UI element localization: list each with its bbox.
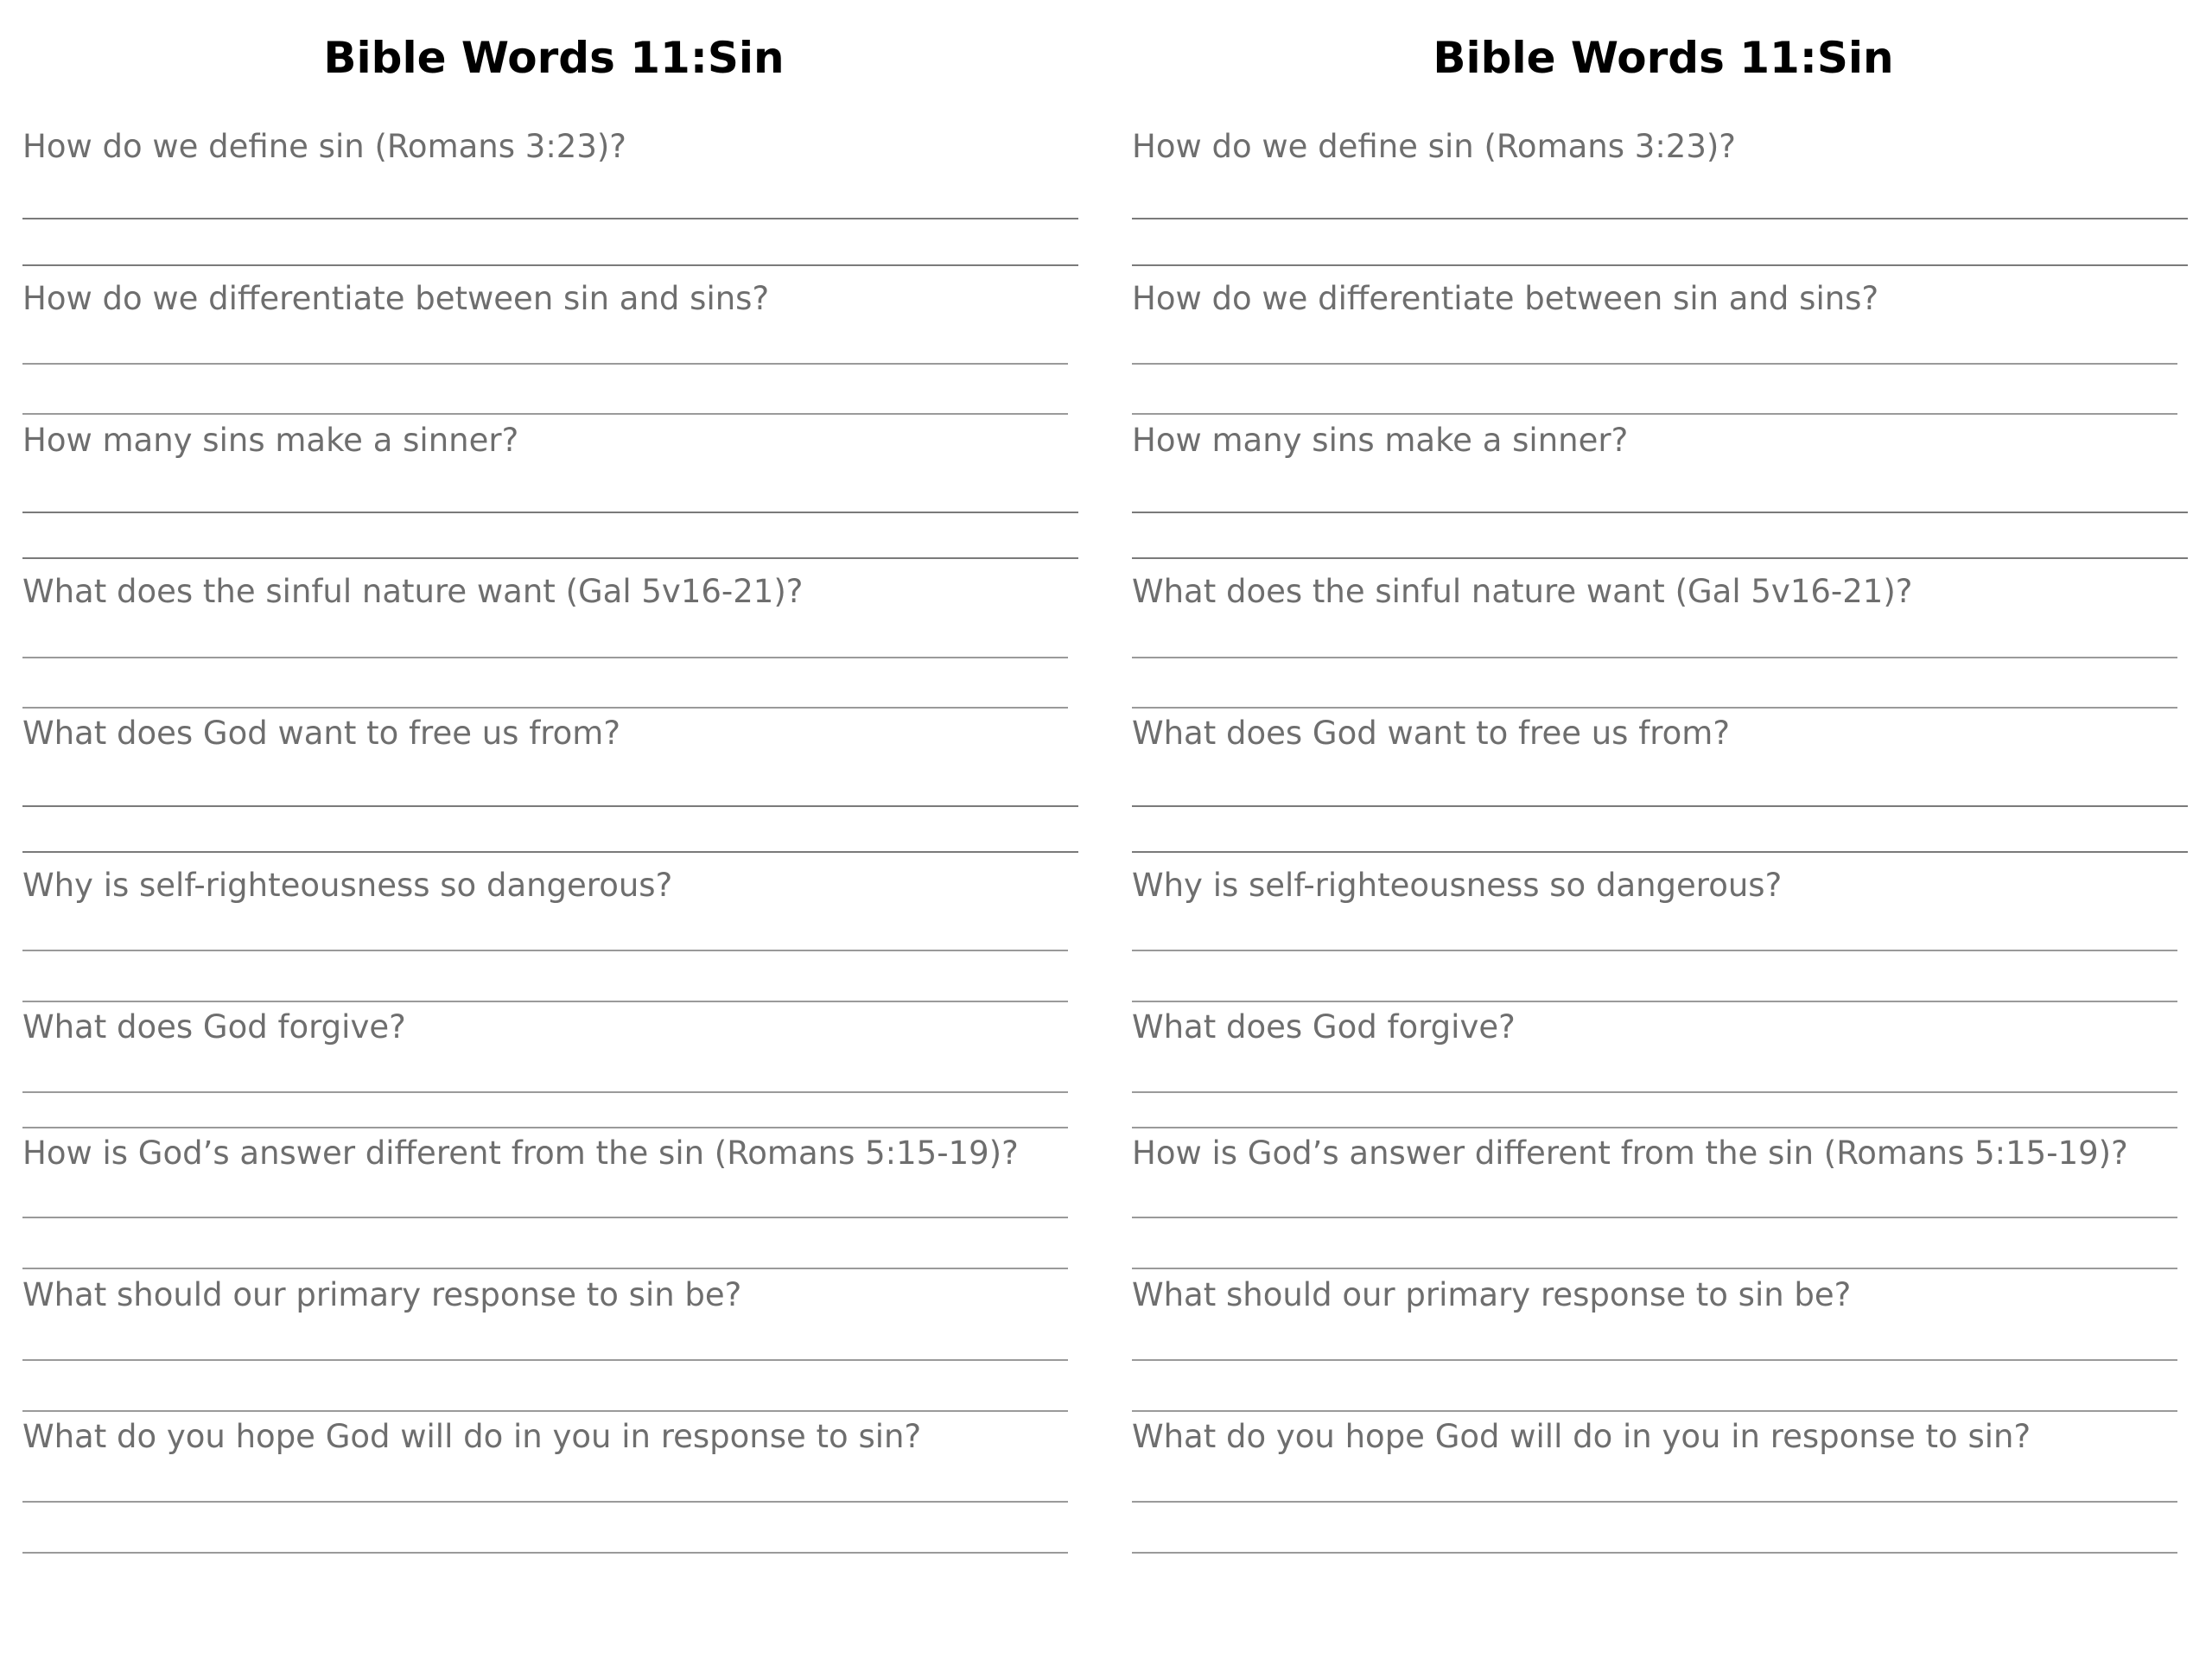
question-3: How many sins make a sinner? bbox=[22, 422, 519, 459]
question-2: How do we differentiate between sin and sins? bbox=[1132, 280, 1879, 317]
question-5: What does God want to free us from? bbox=[22, 715, 620, 752]
question-2: How do we differentiate between sin and sins? bbox=[22, 280, 770, 317]
answer-line[interactable] bbox=[1132, 1127, 2177, 1128]
answer-line[interactable] bbox=[1132, 1501, 2177, 1503]
worksheet-left bbox=[22, 0, 1085, 1659]
answer-line[interactable] bbox=[1132, 805, 2188, 807]
answer-line[interactable] bbox=[1132, 363, 2177, 365]
question-1: How do we define sin (Romans 3:23)? bbox=[1132, 128, 1736, 165]
question-9: What should our primary response to sin be? bbox=[1132, 1276, 1852, 1313]
answer-line[interactable] bbox=[22, 363, 1068, 365]
answer-line[interactable] bbox=[22, 413, 1068, 415]
answer-line[interactable] bbox=[1132, 1217, 2177, 1218]
answer-line[interactable] bbox=[1132, 1359, 2177, 1361]
answer-line[interactable] bbox=[22, 1091, 1068, 1093]
answer-line[interactable] bbox=[1132, 1268, 2177, 1269]
question-7: What does God forgive? bbox=[1132, 1008, 1516, 1046]
answer-line[interactable] bbox=[1132, 851, 2188, 853]
answer-line[interactable] bbox=[1132, 1552, 2177, 1554]
answer-line[interactable] bbox=[1132, 512, 2188, 513]
answer-line[interactable] bbox=[1132, 950, 2177, 951]
answer-line[interactable] bbox=[22, 218, 1078, 219]
answer-line[interactable] bbox=[22, 1217, 1068, 1218]
answer-line[interactable] bbox=[1132, 557, 2188, 559]
question-6: Why is self-righteousness so dangerous? bbox=[22, 867, 673, 904]
answer-line[interactable] bbox=[22, 950, 1068, 951]
worksheet-title: Bible Words 11:Sin bbox=[1433, 33, 1894, 83]
answer-line[interactable] bbox=[22, 851, 1078, 853]
worksheet-right bbox=[1132, 0, 2195, 1659]
answer-line[interactable] bbox=[1132, 707, 2177, 709]
answer-line[interactable] bbox=[22, 657, 1068, 658]
question-6: Why is self-righteousness so dangerous? bbox=[1132, 867, 1783, 904]
answer-line[interactable] bbox=[1132, 264, 2188, 266]
question-3: How many sins make a sinner? bbox=[1132, 422, 1629, 459]
answer-line[interactable] bbox=[1132, 218, 2188, 219]
answer-line[interactable] bbox=[22, 1501, 1068, 1503]
answer-line[interactable] bbox=[22, 264, 1078, 266]
question-8: How is God’s answer different from the sin (Romans 5:15-19)? bbox=[1132, 1135, 2128, 1172]
answer-line[interactable] bbox=[22, 1552, 1068, 1554]
question-4: What does the sinful nature want (Gal 5v16-21)? bbox=[1132, 573, 1913, 610]
answer-line[interactable] bbox=[22, 1127, 1068, 1128]
answer-line[interactable] bbox=[1132, 1410, 2177, 1412]
question-8: How is God’s answer different from the sin (Romans 5:15-19)? bbox=[22, 1135, 1019, 1172]
answer-line[interactable] bbox=[22, 1410, 1068, 1412]
question-10: What do you hope God will do in you in response to sin? bbox=[1132, 1418, 2031, 1455]
answer-line[interactable] bbox=[22, 1268, 1068, 1269]
answer-line[interactable] bbox=[1132, 1001, 2177, 1002]
answer-line[interactable] bbox=[22, 805, 1078, 807]
answer-line[interactable] bbox=[1132, 657, 2177, 658]
answer-line[interactable] bbox=[22, 707, 1068, 709]
answer-line[interactable] bbox=[22, 557, 1078, 559]
answer-line[interactable] bbox=[22, 512, 1078, 513]
question-10: What do you hope God will do in you in response to sin? bbox=[22, 1418, 922, 1455]
answer-line[interactable] bbox=[1132, 1091, 2177, 1093]
answer-line[interactable] bbox=[1132, 413, 2177, 415]
question-5: What does God want to free us from? bbox=[1132, 715, 1730, 752]
answer-line[interactable] bbox=[22, 1359, 1068, 1361]
question-1: How do we define sin (Romans 3:23)? bbox=[22, 128, 626, 165]
question-4: What does the sinful nature want (Gal 5v16-21)? bbox=[22, 573, 804, 610]
question-7: What does God forgive? bbox=[22, 1008, 406, 1046]
answer-line[interactable] bbox=[22, 1001, 1068, 1002]
worksheet-title: Bible Words 11:Sin bbox=[323, 33, 785, 83]
question-9: What should our primary response to sin be? bbox=[22, 1276, 742, 1313]
